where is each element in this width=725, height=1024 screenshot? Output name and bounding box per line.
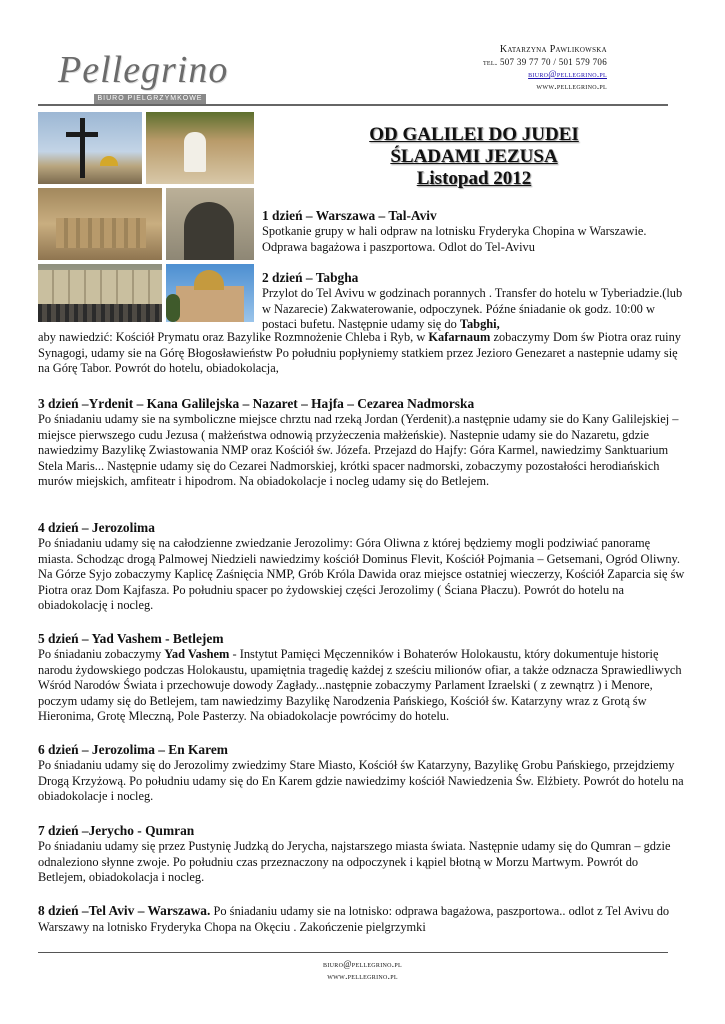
day-1-heading: 1 dzień – Warszawa – Tal-Aviv — [262, 208, 437, 223]
day-5-text: Po śniadaniu zobaczymy Yad Vashem - Instytut Pamięci Męczenników i Bohaterów Holokaustu, który dokumentuje historię narodu żydowskiego podczas Holokaustu, upamiętnia tragedię każdej z sześciu milionów ofiar, a także odznacza Sprawiedliwych Wśród Narodów Świata i przechowuje dowody Zagłady...następnie zobaczymy Parlament Izraelski ( z zewnątrz ) i Menore, poczym udamy się do Betlejem, tam nawiedzimy Bazylikę Narodzenia Pańskiego, Kościół św. Katarzyny wraz z Grotą św Hieronima, Grotę Mleczną, Pole Pasterzy. Na obiadokolacje powrócimy do hotelu. — [38, 647, 682, 724]
logo-band: BIURO PIELGRZYMKOWE — [94, 94, 206, 104]
contact-block — [483, 44, 607, 92]
pellegrino-logo — [58, 49, 229, 106]
header-divider — [38, 104, 668, 106]
photo-western-wall — [38, 264, 162, 322]
contact-email-link[interactable]: biuro@pellegrino.pl — [528, 69, 607, 79]
day-8-section: 8 dzień –Tel Aviv – Warszawa. Po śniadaniu udamy sie na lotnisko: odprawa bagażowa, paszportowa.. odlot z Tel Avivu do Warszawy na lotnisko Fryderyka Chopa na Okęciu . Zakończenie pielgrzymki — [38, 903, 670, 934]
day-3-text: Po śniadaniu udamy sie na symboliczne miejsce chrztu nad rzeką Jordan (Yerdenit).a następnie udamy sie do Kany Galilejskiej – miejsce pierwszego cudu Jezusa ( małżeństwa odnowią przyżeczenia małżeńskie). Nastepnie udamy sie do Nazaretu, gdzie nawiedzimy Bazylikę Zwiastowania NMP oraz Kościół św. Józefa. Przejazd do Hajfy: Góra Karmel, nawiedzimy Sanktuarium Stela Maris... Następnie udamy się do Cezarei Nadmorskiej, krótki spacer nadmorski, zobaczymy pozostałości herodiańskich murów miejskich, amfiteatr i hipodrom. Na obiadokolacje i nocleg udamy się do Betlejem. — [38, 412, 679, 489]
day-8-heading: 8 dzień –Tel Aviv – Warszawa. — [38, 903, 211, 918]
footer-divider — [38, 952, 668, 953]
footer-email[interactable]: biuro@pellegrino.pl — [323, 959, 402, 969]
logo-wordmark: Pellegrino — [58, 49, 229, 91]
day-1-section — [262, 208, 686, 255]
contact-name: Katarzyna Pawlikowska — [499, 44, 607, 55]
footer-web[interactable]: www.pellegrino.pl — [327, 971, 398, 981]
photo-collage — [38, 112, 254, 322]
trip-title — [262, 124, 686, 190]
day-6-text: Po śniadaniu udamy się do Jerozolimy zwiedzimy Stare Miasto, Kościół św Katarzyny, Bazylikę Grobu Pańskiego, przejdziemy Drogą Krzyżową. Po południu udamy się do En Karem gdzie nawiedzimy kościół Nawiedzenia Św. Elżbiety. Powrót do hotelu na obiadokolacje i nocleg. — [38, 758, 684, 804]
day-6-section — [38, 742, 686, 805]
day-2-heading: 2 dzień – Tabgha — [262, 270, 359, 285]
title-line-3: Listopad 2012 — [416, 168, 532, 189]
photo-church-domes — [166, 264, 254, 322]
day-3-heading: 3 dzień –Yrdenit – Kana Galilejska – Nazaret – Hajfa – Cezarea Nadmorska — [38, 396, 475, 411]
photo-tomb-entrance — [166, 188, 254, 260]
contact-web: www.pellegrino.pl — [536, 81, 607, 91]
day-2-section — [262, 270, 686, 333]
photo-ruins — [38, 188, 162, 260]
day-5-section — [38, 631, 686, 725]
day-2-text-wide: aby nawiedzić: Kościół Prymatu oraz Bazylike Rozmnożenie Chleba i Ryb, w Kafarnaum zobaczymy Dom św Piotra oraz ruiny Synagogi, udamy sie na Górę Błogosławieństw Po południu popłyniemy statkiem przez Jezioro Genezaret a nastepnie udamy się na Górę Tabor. Powrót do hotelu, obiadokolacja, — [38, 330, 681, 376]
contact-phone: tel. 507 39 77 70 / 501 579 706 — [482, 57, 607, 67]
day-5-heading: 5 dzień – Yad Vashem - Betlejem — [38, 631, 224, 646]
day-4-heading: 4 dzień – Jerozolima — [38, 520, 155, 535]
day-4-section — [38, 520, 686, 614]
day-7-text: Po śniadaniu udamy się przez Pustynię Judzką do Jerycha, najstarszego miasta świata. Następnie udamy się do Qumran – gdzie odnaleziono słynne zwoje. Po południu czas przeznaczony na odpoczynek i kąpiel błotną w Morzu Martwym. Powrót do Betlejem, obiadokolacja i nocleg. — [38, 839, 671, 885]
day-4-text: Po śniadaniu udamy się na całodzienne zwiedzanie Jerozolimy: Góra Oliwna z której będziemy mogli podziwiać panoramę miasta. Schodząc drogą Palmowej Niedzieli nawiedzimy kościół Dominus Flevit, Kościół Pojmania – Getsemani, Ogród Oliwny. Na Górze Syjo zobaczymy Kaplicę Zaśnięcia NMP, Grób Króla Dawida oraz miejsce ostatniej wieczerzy, Kościół Zaparcia się św Piotra oraz Dom Kajfasza. Po południu spacer po żydowskiej części Jerozolimy ( Ściana Płaczu). Powrót do hotelu na obiadokolację i nocleg. — [38, 536, 685, 613]
title-line-1: OD GALILEI DO JUDEI — [369, 124, 579, 145]
footer — [0, 958, 725, 982]
day-1-text: Spotkanie grupy w hali odpraw na lotnisku Fryderyka Chopina w Warszawie. Odprawa bagażowa i paszportowa. Odlot do Tel-Avivu — [262, 224, 647, 254]
day-7-heading: 7 dzień –Jerycho - Qumran — [38, 823, 195, 838]
photo-jerusalem-cross — [38, 112, 142, 184]
day-7-section — [38, 823, 686, 886]
day-2-text: Przylot do Tel Avivu w godzinach porannych . Transfer do hotelu w Tyberiadzie.(lub w Nazarecie) Zakwaterowanie, odpoczynek. Późne śniadanie ok godz. 10:00 w postaci bufetu. Następnie udamy się do Tabghi, — [262, 286, 683, 332]
day-6-heading: 6 dzień – Jerozolima – En Karem — [38, 742, 228, 757]
title-line-2: ŚLADAMI JEZUSA — [390, 146, 558, 167]
day-3-section — [38, 396, 686, 490]
photo-pilgrim — [146, 112, 254, 184]
